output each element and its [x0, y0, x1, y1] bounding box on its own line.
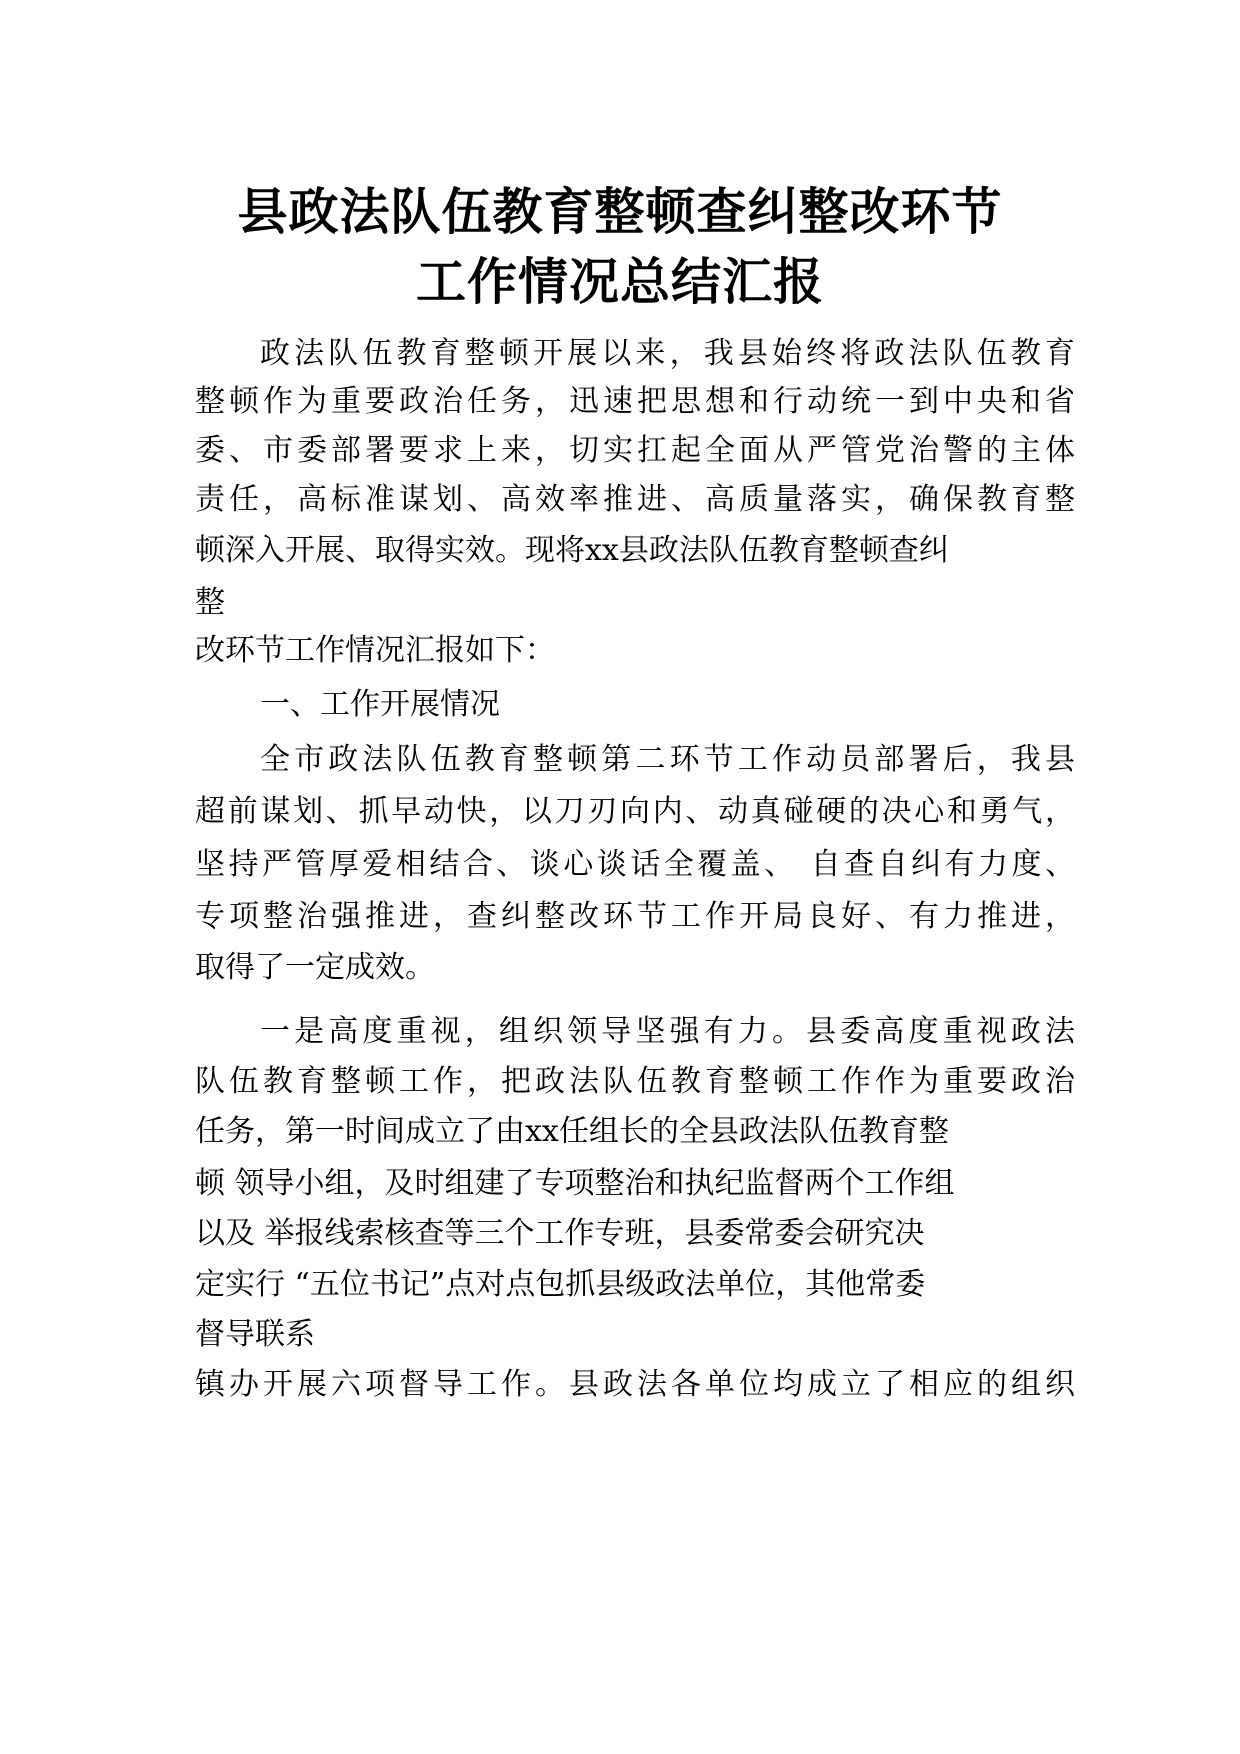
document-title-line-2: 工作情况总结汇报	[416, 253, 824, 311]
body-line-20: 督导联系	[195, 1317, 315, 1352]
body-line-13: 取得了一定成效。	[195, 950, 435, 985]
body-line-15: 队伍教育整顿工作，把政法队伍教育整顿工作作为重要政治	[195, 1064, 1075, 1099]
document-title-line-1: 县政法队伍教育整顿查纠整改环节	[237, 183, 1003, 241]
body-line-18: 以及 举报线索核查等三个工作专班，县委常委会研究决	[195, 1216, 925, 1251]
body-line-11: 坚持严管厚爱相结合、谈心谈话全覆盖、 自查自纠有力度、	[195, 847, 1075, 882]
body-line-5: 顿深入开展、取得实效。现将xx县政法队伍教育整顿查纠	[195, 533, 949, 568]
body-line-3: 委、市委部署要求上来，切实扛起全面从严管党治警的主体	[195, 433, 1075, 468]
body-line-19: 定实行 “五位书记”点对点包抓县级政法单位，其他常委	[195, 1267, 926, 1302]
body-line-1: 政法队伍教育整顿开展以来，我县始终将政法队伍教育	[260, 336, 1075, 371]
body-line-21: 镇办开展六项督导工作。县政法各单位均成立了相应的组织	[195, 1367, 1075, 1402]
body-line-2: 整顿作为重要政治任务，迅速把思想和行动统一到中央和省	[195, 384, 1075, 419]
body-line-4: 责任，高标准谋划、高效率推进、高质量落实，确保教育整	[195, 482, 1075, 517]
body-line-6: 整	[195, 585, 225, 620]
body-line-16: 任务，第一时间成立了由xx任组长的全县政法队伍教育整	[195, 1114, 949, 1149]
body-line-14: 一是高度重视，组织领导坚强有力。县委高度重视政法	[260, 1014, 1075, 1049]
body-line-7: 改环节工作情况汇报如下：	[195, 633, 555, 668]
body-line-9: 全市政法队伍教育整顿第二环节工作动员部署后，我县	[260, 742, 1075, 777]
body-line-12: 专项整治强推进，查纠整改环节工作开局良好、有力推进，	[195, 899, 1075, 934]
section-heading-work-status: 一、工作开展情况	[260, 687, 500, 722]
body-line-10: 超前谋划、抓早动快，以刀刃向内、动真碰硬的决心和勇气，	[195, 794, 1075, 829]
body-line-17: 顿 领导小组，及时组建了专项整治和执纪监督两个工作组	[195, 1166, 955, 1201]
